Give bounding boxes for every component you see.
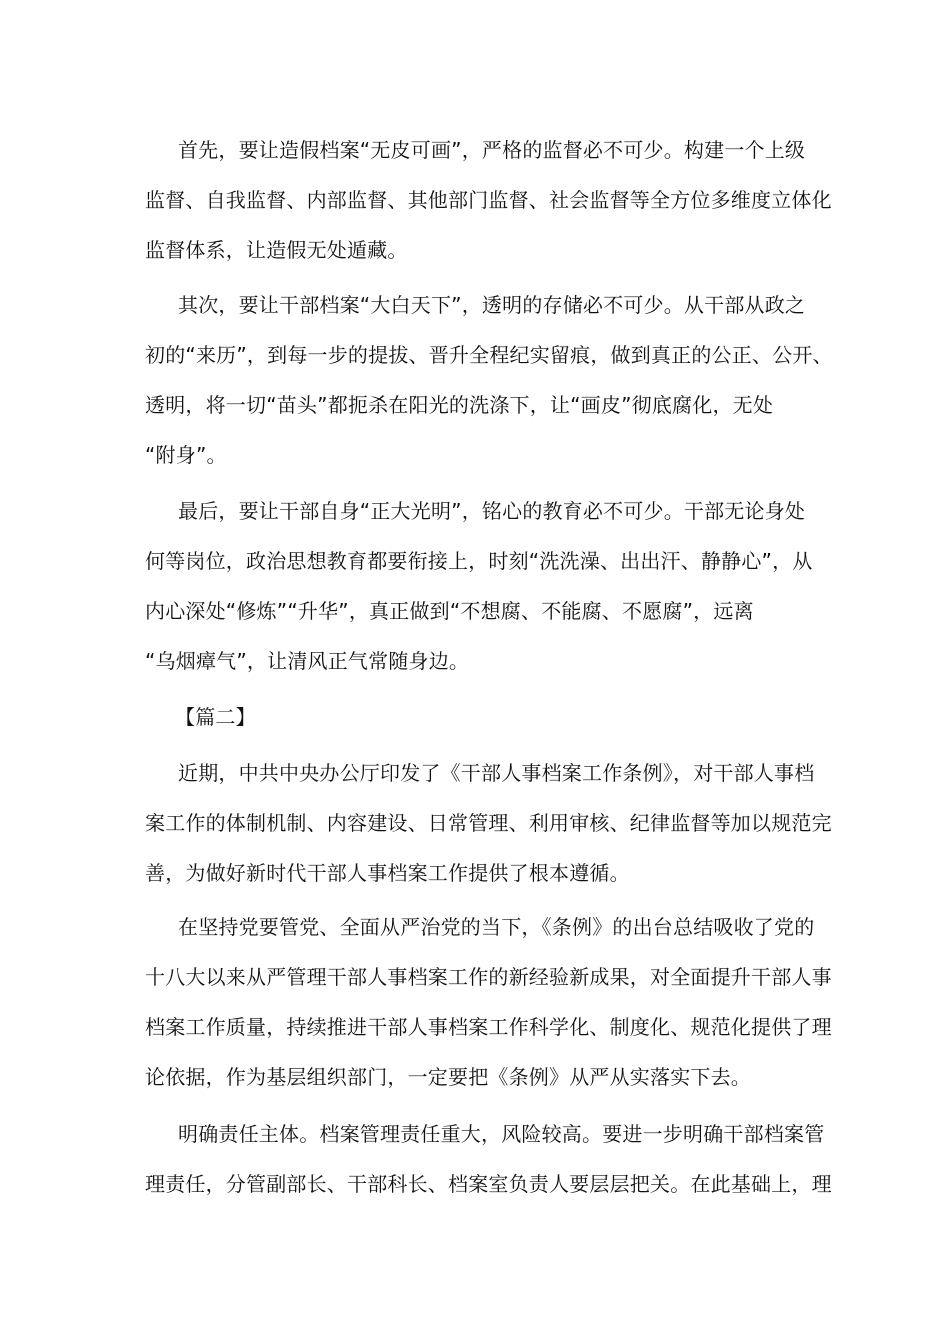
paragraph-line: 透明，将一切“苗头”都扼杀在阳光的洗涤下，让“画皮”彻底腐化，无处 [145, 393, 774, 417]
paragraph-line: 最后，要让干部自身“正大光明”，铭心的教育必不可少。干部无论身处 [178, 499, 806, 523]
section-heading: 【篇二】 [175, 705, 256, 729]
paragraph-line: 档案工作质量，持续推进干部人事档案工作科学化、制度化、规范化提供了理 [145, 1015, 832, 1039]
paragraph-line: 初的“来历”，到每一步的提拔、晋升全程纪实留痕，做到真正的公正、公开、 [145, 343, 833, 367]
paragraph-line: 明确责任主体。档案管理责任重大，风险较高。要进一步明确干部档案管 [178, 1122, 825, 1146]
paragraph-line: “乌烟瘴气”，让清风正气常随身边。 [145, 649, 470, 673]
paragraph-line: 监督、自我监督、内部监督、其他部门监督、社会监督等全方位多维度立体化 [145, 188, 832, 212]
paragraph-line: 内心深处“修炼”“升华”，真正做到“不想腐、不能腐、不愿腐”，远离 [145, 599, 754, 623]
paragraph-line: 十八大以来从严管理干部人事档案工作的新经验新成果，对全面提升干部人事 [145, 965, 832, 989]
paragraph-line: 其次，要让干部档案“大白天下”，透明的存储必不可少。从干部从政之 [178, 293, 806, 317]
paragraph-line: “附身”。 [145, 443, 227, 467]
paragraph-line: 论依据，作为基层组织部门，一定要把《条例》从严从实落实下去。 [145, 1065, 751, 1089]
paragraph-line: 案工作的体制机制、内容建设、日常管理、利用审核、纪律监督等加以规范完 [145, 811, 832, 835]
paragraph-line: 在坚持党要管党、全面从严治党的当下，《条例》的出台总结吸收了党的 [178, 915, 815, 939]
paragraph-line: 近期，中共中央办公厅印发了《干部人事档案工作条例》，对干部人事档 [178, 761, 815, 785]
paragraph-line: 善，为做好新时代干部人事档案工作提供了根本遵循。 [145, 861, 630, 885]
paragraph-line: 何等岗位，政治思想教育都要衔接上，时刻“洗洗澡、出出汗、静静心”，从 [145, 549, 813, 573]
paragraph-line: 首先，要让造假档案“无皮可画”，严格的监督必不可少。构建一个上级 [178, 138, 806, 162]
paragraph-line: 理责任，分管副部长、干部科长、档案室负责人要层层把关。在此基础上，理 [145, 1172, 832, 1196]
paragraph-line: 监督体系，让造假无处遁藏。 [145, 238, 408, 262]
